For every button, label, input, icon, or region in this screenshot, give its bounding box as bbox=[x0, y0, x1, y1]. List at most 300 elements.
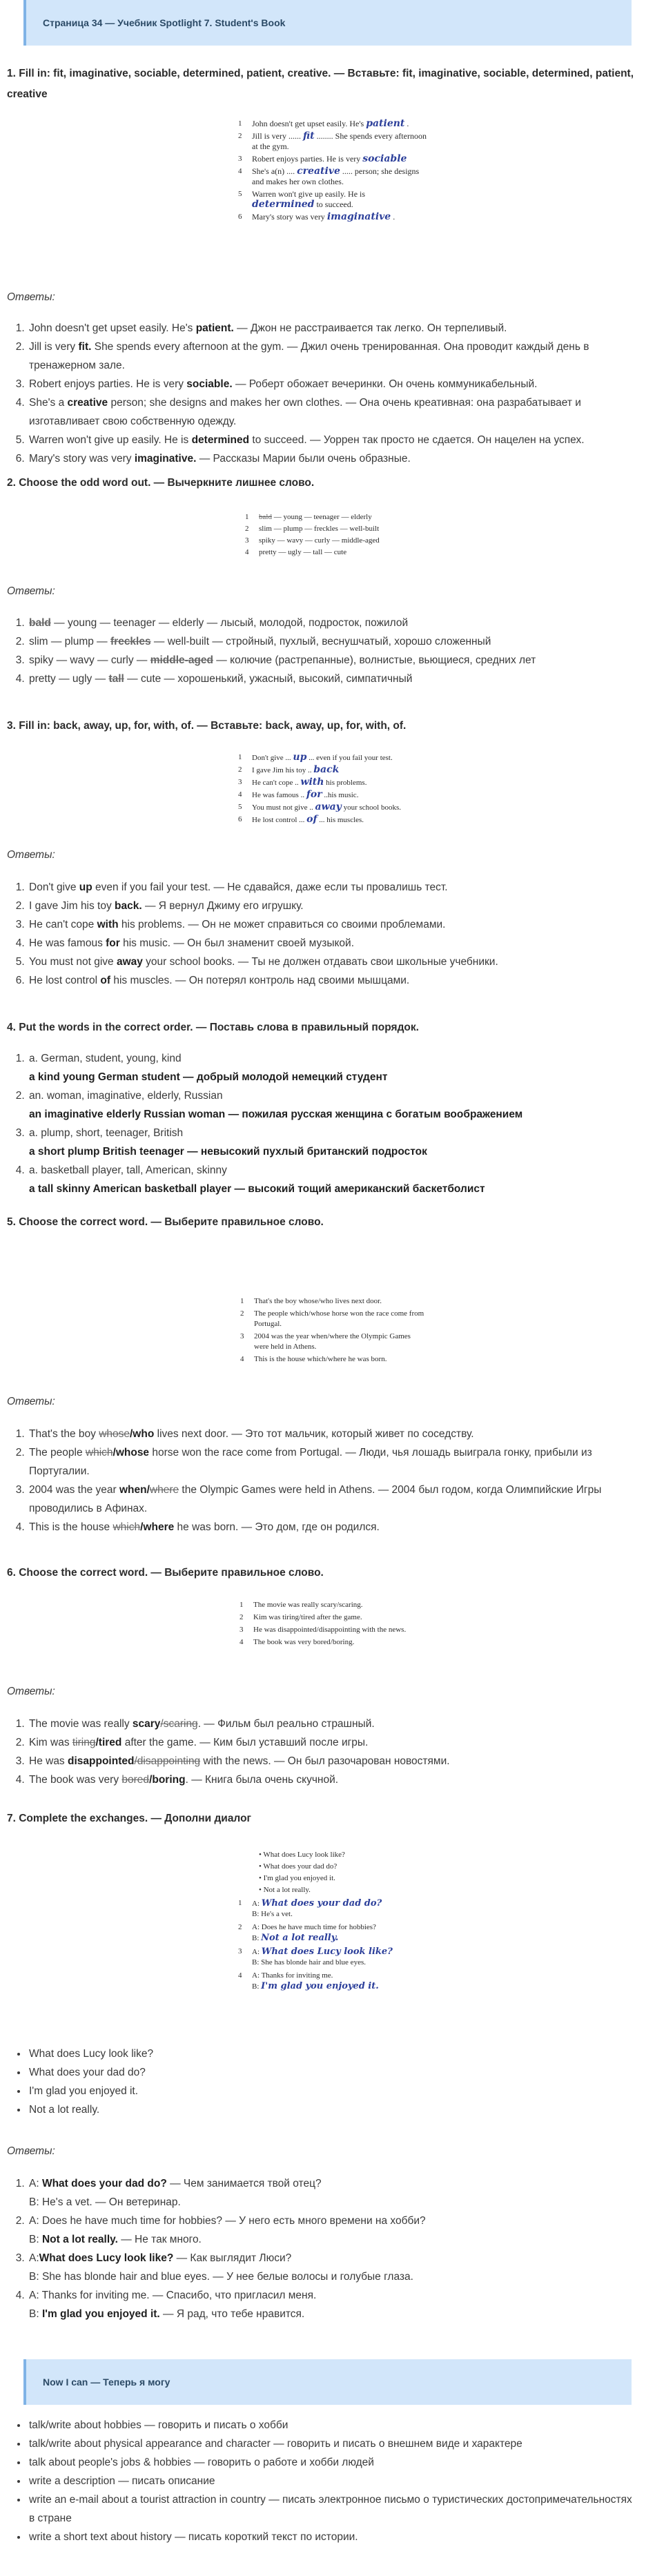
answer-item bbox=[28, 934, 638, 953]
answer-word: What does Lucy look like? bbox=[39, 2252, 174, 2264]
text: A: bbox=[29, 2178, 42, 2189]
text: lives next door. — Это тот мальчик, который живет по соседству. bbox=[154, 1428, 474, 1440]
line-text bbox=[259, 536, 380, 546]
text: write a description — писать описание bbox=[29, 2475, 215, 2487]
handwritten-answer: for bbox=[306, 789, 322, 800]
text: — Чем занимается твой отец? bbox=[166, 2178, 322, 2189]
answer-word: of bbox=[100, 975, 111, 986]
exercise-2-heading: 2. Choose the odd word out. — Вычеркните лишнее слово. bbox=[7, 477, 315, 489]
line-number: 2 bbox=[238, 1923, 242, 1931]
exercise-2 bbox=[7, 473, 638, 494]
text: John doesn't get upset easily. He's bbox=[252, 119, 366, 128]
handwritten-answer: patient bbox=[366, 118, 405, 129]
text: B: He's a vet. — Он ветеринар. bbox=[29, 2196, 181, 2208]
exercise-3 bbox=[7, 716, 638, 736]
text: • What does your dad do? bbox=[259, 1862, 338, 1871]
text: — young — teenager — elderly bbox=[271, 513, 372, 521]
text: She's a(n) .... bbox=[252, 166, 297, 176]
question-words: a. plump, short, teenager, British bbox=[29, 1127, 184, 1139]
answer-word: /who bbox=[130, 1428, 155, 1440]
answer-word: patient. bbox=[195, 322, 234, 334]
option-item bbox=[28, 2100, 638, 2119]
answer-word: back. bbox=[115, 900, 142, 912]
line-number: 3 bbox=[245, 536, 249, 545]
text: You must not give .. bbox=[252, 803, 315, 812]
text: • Not a lot really. bbox=[259, 1886, 311, 1894]
struck-word: bald bbox=[29, 617, 51, 629]
answer-word: Not a lot really. bbox=[41, 2234, 118, 2245]
answer-item bbox=[28, 338, 638, 375]
text: after the game. — Ким был уставший после игры. bbox=[121, 1737, 369, 1748]
struck-word: middle-aged bbox=[150, 654, 213, 666]
image-line bbox=[245, 547, 418, 558]
text: Thanks for inviting me. bbox=[261, 1971, 333, 1980]
answer-word: determined bbox=[191, 434, 250, 446]
line-text bbox=[252, 777, 366, 788]
text: ... even if you fail your test. bbox=[306, 754, 393, 762]
exercise-6 bbox=[7, 1563, 638, 1583]
line-number: 4 bbox=[245, 548, 249, 556]
exercise-2-answers bbox=[7, 585, 638, 598]
answer-word: away bbox=[116, 956, 143, 968]
image-line bbox=[238, 802, 418, 813]
answer-word: up bbox=[79, 881, 92, 893]
text: slim — plump — freckles — well-built bbox=[259, 525, 380, 533]
now-i-can-item bbox=[28, 2528, 638, 2546]
line-text bbox=[253, 1637, 354, 1648]
text: Jill is very bbox=[29, 341, 79, 353]
image-line bbox=[245, 524, 418, 534]
page-title: Страница 34 — Учебник Spotlight 7. Student's Book bbox=[43, 17, 286, 28]
answer-word: I'm glad you enjoyed it. bbox=[41, 2308, 160, 2320]
line-number: 2 bbox=[245, 525, 249, 533]
text: The people which/whose horse won the race come from Portugal. bbox=[254, 1309, 424, 1328]
text: • I'm glad you enjoyed it. bbox=[259, 1874, 335, 1882]
text: He was famous bbox=[29, 937, 106, 949]
text: — Я рад, что тебе нравится. bbox=[159, 2308, 305, 2320]
line-text bbox=[252, 1933, 338, 1944]
line-number: 2 bbox=[238, 765, 242, 774]
line-text bbox=[253, 1612, 362, 1623]
image-line bbox=[238, 765, 418, 776]
answer-item bbox=[28, 375, 638, 393]
image-line bbox=[238, 119, 428, 129]
image-line bbox=[238, 1946, 424, 1958]
image-line bbox=[238, 1933, 424, 1944]
line-text bbox=[252, 131, 428, 152]
text: B: bbox=[29, 2234, 42, 2245]
answer-item bbox=[28, 1161, 638, 1198]
image-line bbox=[238, 1909, 424, 1920]
question-words: an. woman, imaginative, elderly, Russian bbox=[29, 1090, 223, 1102]
text: write an e-mail about a tourist attraction in country — писать электронное письмо о туристических достопримечательностях в стране bbox=[29, 2494, 632, 2524]
answer-item bbox=[28, 1049, 638, 1086]
exercise-7-answers bbox=[7, 2145, 638, 2158]
line-number: 4 bbox=[238, 1971, 242, 1980]
option-item bbox=[28, 2045, 638, 2063]
text: A: bbox=[252, 1948, 262, 1956]
struck-word: bald bbox=[259, 513, 272, 521]
image-line bbox=[238, 752, 418, 763]
text: — cute — хорошенький, ужасный, высокий, симпатичный bbox=[124, 673, 413, 685]
text: Warren won't give up easily. He is bbox=[252, 189, 366, 199]
text: — Рассказы Марии были очень образные. bbox=[196, 453, 411, 465]
answer-item bbox=[28, 1752, 638, 1770]
line-text bbox=[254, 1331, 427, 1352]
line-text bbox=[254, 1309, 427, 1329]
answer-item bbox=[28, 2249, 638, 2286]
image-line bbox=[238, 189, 428, 210]
page-title-banner bbox=[23, 0, 632, 46]
struck-word: /disappointing bbox=[134, 1755, 201, 1767]
text: ........ She spends every afternoon at the gym. bbox=[252, 131, 427, 151]
answer-word: when/ bbox=[119, 1484, 150, 1496]
exercise-2-answer-list bbox=[7, 614, 638, 688]
line-text bbox=[252, 765, 339, 776]
line-text bbox=[253, 1600, 363, 1610]
answer-item bbox=[28, 1086, 638, 1124]
image-line bbox=[238, 212, 428, 222]
handwritten-answer: What does Lucy look like? bbox=[261, 1946, 393, 1957]
answers-label: Ответы: bbox=[7, 2145, 55, 2157]
text: B: bbox=[252, 1934, 262, 1942]
struck-word: where bbox=[149, 1484, 179, 1496]
answers-label: Ответы: bbox=[7, 849, 55, 861]
text: I gave Jim his toy .. bbox=[252, 766, 314, 774]
text: I'm glad you enjoyed it. bbox=[29, 2085, 139, 2097]
text: B: bbox=[252, 1982, 262, 1991]
text: . — Книга была очень скучной. bbox=[185, 1774, 339, 1786]
text: He lost control ... bbox=[252, 816, 307, 824]
now-i-can-item bbox=[28, 2453, 638, 2472]
exercise-6-heading: 6. Choose the correct word. — Выберите правильное слово. bbox=[7, 1567, 324, 1579]
answer-word: imaginative. bbox=[134, 453, 197, 465]
now-i-can-item bbox=[28, 2416, 638, 2434]
image-line bbox=[240, 1296, 427, 1307]
text: John doesn't get upset easily. He's bbox=[29, 322, 196, 334]
answer-item bbox=[28, 1425, 638, 1443]
text: A: Does he have much time for hobbies? — У него есть много времени на хобби? bbox=[29, 2215, 426, 2227]
exercise-3-heading: 3. Fill in: back, away, up, for, with, of. — Вставьте: back, away, up, for, with, of. bbox=[7, 720, 407, 732]
exercise-1-heading: 1. Fill in: fit, imaginative, sociable, determined, patient, creative. — Вставьте: fit, imaginative, sociable, determined, patient, creative bbox=[7, 68, 634, 100]
text: person; she designs and makes her own clothes. — Она очень креативная: она разрабатывает и изготавливает свою собственную одежду. bbox=[29, 397, 581, 427]
line-number: 5 bbox=[238, 803, 242, 811]
struck-word: bored bbox=[121, 1774, 150, 1786]
line-number: 1 bbox=[240, 1297, 244, 1305]
text: — Роберт обожает вечеринки. Он очень коммуникабельный. bbox=[232, 378, 538, 390]
text: 2004 was the year bbox=[29, 1484, 119, 1496]
line-text bbox=[252, 1958, 366, 1968]
image-bullet bbox=[238, 1885, 424, 1895]
line-number bbox=[238, 1981, 252, 1992]
answer-item bbox=[28, 953, 638, 971]
text: — well-built — стройный, пухлый, веснушчатый, хорошо сложенный bbox=[150, 636, 491, 647]
text: This is the house which/where he was born. bbox=[254, 1355, 387, 1363]
text: Mary's story was very bbox=[252, 212, 327, 222]
image-line bbox=[238, 166, 428, 187]
struck-word: whose bbox=[99, 1428, 130, 1440]
text: Don't give bbox=[29, 881, 79, 893]
image-bullet bbox=[238, 1862, 424, 1872]
line-number: 2 bbox=[239, 1613, 244, 1621]
exercise-7-options bbox=[7, 2045, 638, 2119]
text: The book was very bbox=[29, 1774, 122, 1786]
text: B: She has blonde hair and blue eyes. — У нее белые волосы и голубые глаза. bbox=[29, 2271, 413, 2283]
line-text bbox=[254, 1296, 382, 1307]
text: The movie was really bbox=[29, 1718, 133, 1730]
text: spiky — wavy — curly — middle-aged bbox=[259, 536, 380, 545]
exercise-2-image bbox=[245, 512, 418, 559]
line-text bbox=[253, 1625, 406, 1635]
text: his music. — Он был знаменит своей музыкой. bbox=[119, 937, 354, 949]
image-bullet bbox=[238, 1850, 424, 1860]
text: A: bbox=[29, 2252, 39, 2264]
answers-label: Ответы: bbox=[7, 1396, 55, 1407]
answer-item bbox=[28, 651, 638, 670]
text: B: bbox=[29, 2308, 42, 2320]
answer-item bbox=[28, 1770, 638, 1789]
image-line bbox=[239, 1600, 419, 1610]
line-text bbox=[252, 1971, 333, 1981]
answer-item bbox=[28, 449, 638, 468]
answer-word: fit. bbox=[78, 341, 92, 353]
line-number bbox=[238, 1958, 252, 1968]
exercise-4-heading: 4. Put the words in the correct order. — Поставь слова в правильный порядок. bbox=[7, 1022, 419, 1033]
line-number: 1 bbox=[238, 119, 242, 128]
text: This is the house bbox=[29, 1521, 113, 1533]
answer-item bbox=[28, 2174, 638, 2212]
image-line bbox=[238, 777, 418, 788]
line-number bbox=[238, 1909, 252, 1920]
image-line bbox=[238, 1971, 424, 1981]
text: I gave Jim his toy bbox=[29, 900, 115, 912]
text: Does he have much time for hobbies? bbox=[261, 1923, 376, 1931]
text: What does your dad do? bbox=[29, 2067, 146, 2078]
text: B: bbox=[252, 1958, 262, 1967]
line-number: 3 bbox=[238, 778, 242, 786]
answer-item bbox=[28, 897, 638, 915]
line-number: 4 bbox=[239, 1638, 244, 1646]
line-number: 6 bbox=[238, 815, 242, 823]
line-number: 3 bbox=[238, 155, 242, 163]
handwritten-answer: of bbox=[306, 814, 317, 825]
exercise-7-answer-list bbox=[7, 2174, 638, 2323]
exercise-7 bbox=[7, 1808, 638, 1829]
exercise-4 bbox=[7, 1017, 638, 1038]
line-text bbox=[252, 119, 409, 129]
text: Robert enjoys parties. He is very bbox=[252, 154, 363, 164]
line-number: 3 bbox=[239, 1626, 244, 1634]
text: He can't cope bbox=[29, 919, 97, 930]
text: Robert enjoys parties. He is very bbox=[29, 378, 187, 390]
line-number: 3 bbox=[238, 1947, 242, 1955]
text: You must not give bbox=[29, 956, 117, 968]
answer-item bbox=[28, 1715, 638, 1733]
line-number: 3 bbox=[240, 1332, 244, 1340]
line-text bbox=[252, 752, 393, 763]
exercise-3-answer-list bbox=[7, 878, 638, 990]
handwritten-answer: imaginative bbox=[326, 211, 391, 222]
handwritten-answer: sociable bbox=[362, 153, 407, 164]
answer-word: /boring bbox=[149, 1774, 186, 1786]
exercise-6-answer-list bbox=[7, 1715, 638, 1789]
text: to succeed. bbox=[314, 199, 353, 209]
line-text bbox=[252, 1898, 382, 1909]
text: — young — teenager — elderly — лысый, молодой, подросток, пожилой bbox=[50, 617, 409, 629]
text: He's a vet. bbox=[261, 1910, 293, 1918]
text: The book was very bored/boring. bbox=[253, 1638, 355, 1646]
image-line bbox=[238, 154, 428, 164]
answers-label: Ответы: bbox=[7, 1686, 55, 1697]
answer-word: /where bbox=[140, 1521, 175, 1533]
answers-label: Ответы: bbox=[7, 585, 55, 597]
text: talk about people's jobs & hobbies — говорить о работе и хобби людей bbox=[29, 2457, 374, 2468]
image-line bbox=[245, 536, 418, 546]
image-line bbox=[238, 1922, 424, 1933]
answer-item bbox=[28, 878, 638, 897]
text: That's the boy whose/who lives next door. bbox=[254, 1297, 382, 1305]
line-text bbox=[252, 212, 395, 222]
answer-item bbox=[28, 971, 638, 990]
line-text bbox=[259, 512, 372, 523]
text: Jill is very ...... bbox=[252, 131, 303, 141]
answer-word: /whose bbox=[113, 1447, 150, 1458]
line-number: 6 bbox=[238, 213, 242, 221]
answer-item bbox=[28, 632, 638, 651]
line-text bbox=[252, 1981, 379, 1992]
now-i-can-item bbox=[28, 2472, 638, 2490]
handwritten-answer: away bbox=[315, 801, 342, 812]
text: She's a bbox=[29, 397, 68, 409]
text: He was bbox=[29, 1755, 68, 1767]
text: A: Thanks for inviting me. — Спасибо, что пригласил меня. bbox=[29, 2290, 317, 2301]
text: pretty — ugly — bbox=[29, 673, 109, 685]
line-number: 2 bbox=[240, 1309, 244, 1318]
struck-word: /scaring bbox=[160, 1718, 198, 1730]
answer-word: scary bbox=[132, 1718, 161, 1730]
text: — колючие (растрепанные), волнистые, вьющиеся, средних лет bbox=[213, 654, 536, 666]
text: his problems. — Он не может справиться со своими проблемами. bbox=[118, 919, 446, 930]
answer-word: for bbox=[106, 937, 120, 949]
exercise-1-answers bbox=[7, 291, 638, 304]
text: A: bbox=[252, 1900, 262, 1908]
text: horse won the race come from Portugal. — Люди, чья лошадь выиграла гонку, прибыли из Португалии. bbox=[29, 1447, 592, 1477]
answers-label: Ответы: bbox=[7, 291, 55, 303]
text: to succeed. — Уоррен так просто не сдается. Он нацелен на успех. bbox=[249, 434, 585, 446]
handwritten-answer: with bbox=[300, 777, 324, 788]
text: What does Lucy look like? bbox=[29, 2048, 154, 2060]
line-text bbox=[252, 802, 401, 813]
answer-phrase: a kind young German student — добрый молодой немецкий студент bbox=[29, 1071, 388, 1083]
line-text bbox=[254, 1354, 387, 1365]
text: He was famous .. bbox=[252, 791, 306, 799]
line-number: 1 bbox=[238, 1899, 242, 1907]
exercise-1-image bbox=[238, 119, 428, 224]
exercise-3-image bbox=[238, 752, 418, 827]
line-text bbox=[252, 1946, 393, 1958]
exercise-7-image bbox=[238, 1850, 424, 1992]
image-line bbox=[239, 1625, 419, 1635]
struck-word: which bbox=[113, 1521, 141, 1533]
exercise-5-image bbox=[240, 1296, 427, 1367]
answer-item bbox=[28, 1481, 638, 1518]
answer-item bbox=[28, 614, 638, 632]
text: talk/write about hobbies — говорить и писать о хобби bbox=[29, 2419, 289, 2431]
question-words: a. basketball player, tall, American, skinny bbox=[29, 1164, 227, 1176]
line-text bbox=[252, 189, 428, 210]
text: pretty — ugly — tall — cute bbox=[259, 548, 347, 556]
text: That's the boy bbox=[29, 1428, 99, 1440]
line-number: 1 bbox=[238, 753, 242, 761]
answer-item bbox=[28, 2212, 638, 2249]
image-line bbox=[238, 790, 418, 801]
answer-word: disappointed bbox=[68, 1755, 135, 1767]
text: A: bbox=[252, 1923, 262, 1931]
line-text bbox=[252, 1909, 293, 1920]
line-text bbox=[259, 547, 346, 558]
text: your school books. — Ты не должен отдавать свои школьные учебники. bbox=[142, 956, 498, 968]
answer-word: creative bbox=[67, 397, 108, 409]
text: — Я вернул Джиму его игрушку. bbox=[141, 900, 304, 912]
exercise-1-answer-list bbox=[7, 319, 638, 468]
answer-word: with bbox=[97, 919, 119, 930]
exercise-6-answers bbox=[7, 1686, 638, 1698]
struck-word: freckles bbox=[110, 636, 151, 647]
exercise-6-image bbox=[239, 1600, 419, 1650]
image-line bbox=[239, 1637, 419, 1648]
struck-word: tiring bbox=[72, 1737, 96, 1748]
answer-phrase: a short plump British teenager — невысокий пухлый британский подросток bbox=[29, 1146, 427, 1158]
exercise-5-answer-list bbox=[7, 1425, 638, 1536]
text: Kim was bbox=[29, 1737, 72, 1748]
text: . bbox=[391, 212, 395, 222]
answer-item bbox=[28, 431, 638, 449]
text: 2004 was the year when/where the Olympic Games were held in Athens. bbox=[254, 1332, 411, 1351]
text: with the news. — Он был разочарован новостями. bbox=[200, 1755, 450, 1767]
exercise-1 bbox=[7, 64, 638, 105]
option-item bbox=[28, 2063, 638, 2082]
text: . bbox=[404, 119, 409, 128]
answer-item bbox=[28, 1124, 638, 1161]
exercise-4-answer-list bbox=[7, 1049, 638, 1198]
handwritten-answer: fit bbox=[303, 130, 315, 142]
exercise-5-heading: 5. Choose the correct word. — Выберите правильное слово. bbox=[7, 1216, 324, 1228]
now-i-can-title: Now I can — Теперь я могу bbox=[43, 2377, 170, 2388]
handwritten-answer: I'm glad you enjoyed it. bbox=[261, 1981, 379, 1991]
text: slim — plump — bbox=[29, 636, 110, 647]
text: The movie was really scary/scaring. bbox=[253, 1601, 363, 1609]
text: your school books. bbox=[341, 803, 401, 812]
text: the Olympic Games were held in Athens. — 2004 был годом, когда Олимпийские Игры проводились в Афинах. bbox=[29, 1484, 602, 1514]
line-number: 1 bbox=[245, 513, 249, 521]
image-line bbox=[238, 1981, 424, 1992]
handwritten-answer: back bbox=[313, 764, 340, 775]
exercise-5-answers bbox=[7, 1396, 638, 1408]
handwritten-answer: up bbox=[293, 752, 307, 763]
line-number: 4 bbox=[238, 167, 242, 175]
option-item bbox=[28, 2082, 638, 2100]
text: The people bbox=[29, 1447, 86, 1458]
answer-item bbox=[28, 319, 638, 338]
handwritten-answer: What does your dad do? bbox=[261, 1898, 382, 1909]
text: spiky — wavy — curly — bbox=[29, 654, 150, 666]
text: Mary's story was very bbox=[29, 453, 135, 465]
answer-phrase: an imaginative elderly Russian woman — пожилая русская женщина с богатым воображением bbox=[29, 1109, 523, 1120]
text: He lost control bbox=[29, 975, 101, 986]
line-number: 5 bbox=[238, 190, 242, 198]
answer-item bbox=[28, 670, 638, 688]
text: even if you fail your test. — Не сдавайся, даже если ты провалишь тест. bbox=[92, 881, 448, 893]
